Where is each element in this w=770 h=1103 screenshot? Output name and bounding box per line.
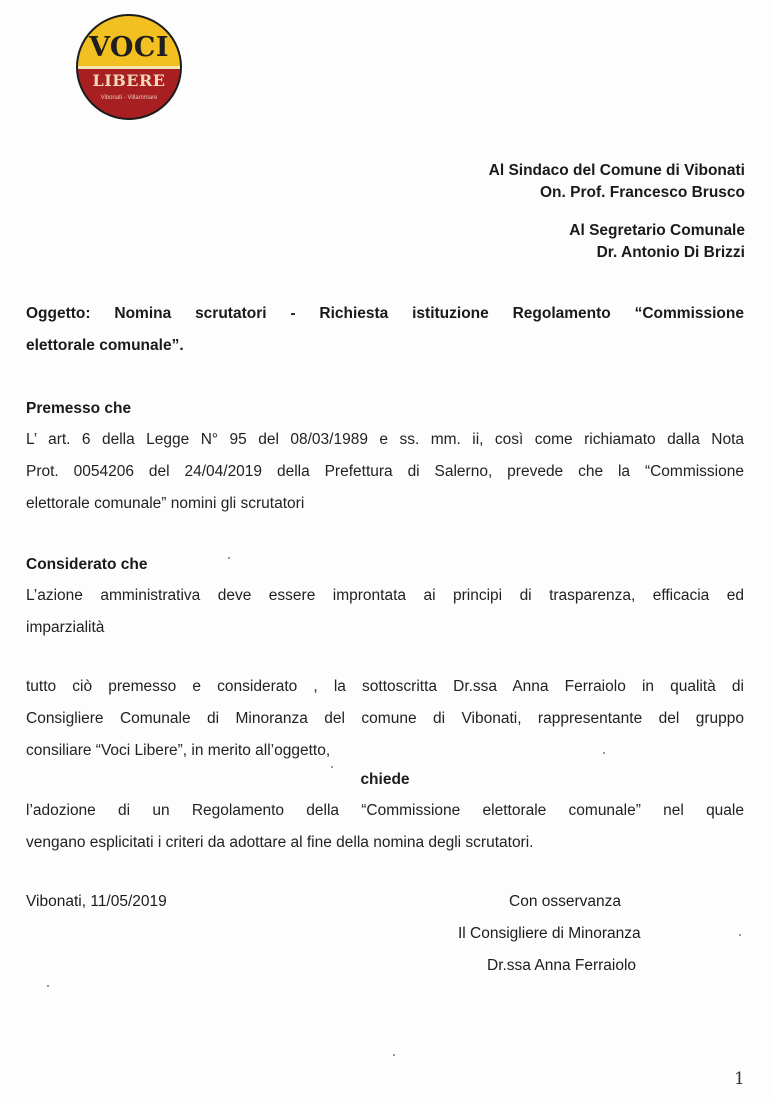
logo-text-libere: LIBERE bbox=[92, 71, 166, 90]
scan-speck bbox=[47, 985, 49, 987]
considerato-heading-text: Considerato che bbox=[26, 556, 148, 573]
logo-badge-shape bbox=[74, 12, 184, 122]
closing-signatory: Dr.ssa Anna Ferraiolo bbox=[487, 957, 637, 974]
paragraph-line: Prot. 0054206 del 24/04/2019 della Prefettura di Salerno, prevede che la “Commissione bbox=[26, 463, 744, 480]
page-number: 1 bbox=[734, 1069, 745, 1089]
recipient-mayor bbox=[489, 160, 745, 204]
scan-speck bbox=[331, 766, 333, 768]
closing-salutation: Con osservanza bbox=[509, 893, 622, 910]
closing-role: Il Consigliere di Minoranza bbox=[458, 925, 641, 942]
logo-text-subtitle: Vibonati - Villammare bbox=[100, 95, 158, 101]
logo-text-voci: VOCI bbox=[88, 32, 170, 63]
scan-speck bbox=[603, 752, 605, 754]
recipient-secretary-title: Al Segretario Comunale bbox=[569, 222, 745, 239]
considerato-heading bbox=[26, 549, 744, 581]
paragraph-line: consiliare “Voci Libere”, in merito all’oggetto, bbox=[26, 742, 331, 759]
subject-paragraph bbox=[26, 298, 744, 362]
subject-line: elettorale comunale”. bbox=[26, 337, 184, 354]
premesso-heading-text: Premesso che bbox=[26, 400, 132, 417]
paragraph-line: Consigliere Comunale di Minoranza del comune di Vibonati, rappresentante del gruppo bbox=[26, 710, 744, 727]
paragraph-line: vengano esplicitati i criteri da adottare al fine della nomina degli scrutatori. bbox=[26, 834, 534, 851]
adozione-paragraph bbox=[26, 795, 744, 859]
scan-speck bbox=[228, 557, 230, 559]
paragraph-line: imparzialità bbox=[26, 619, 105, 636]
recipient-secretary bbox=[569, 220, 745, 264]
scan-speck bbox=[739, 934, 741, 936]
scan-speck bbox=[393, 1054, 395, 1056]
recipient-mayor-name: On. Prof. Francesco Brusco bbox=[540, 184, 745, 201]
paragraph-line: l’adozione di un Regolamento della “Commissione elettorale comunale” nel quale bbox=[26, 802, 744, 819]
paragraph-line: tutto ciò premesso e considerato , la sottoscritta Dr.ssa Anna Ferraiolo in qualità di bbox=[26, 678, 744, 695]
considerato-paragraph bbox=[26, 580, 744, 644]
recipient-secretary-name: Dr. Antonio Di Brizzi bbox=[596, 244, 745, 261]
paragraph-line: elettorale comunale” nomini gli scrutatori bbox=[26, 495, 305, 512]
chiede-heading: chiede bbox=[360, 771, 410, 788]
paragraph-line: L’ art. 6 della Legge N° 95 del 08/03/1989 e ss. mm. ii, così come richiamato dalla Nota bbox=[26, 431, 744, 448]
subject-line: Oggetto: Nomina scrutatori - Richiesta istituzione Regolamento “Commissione bbox=[26, 305, 744, 322]
paragraph-line: L’azione amministrativa deve essere improntata ai principi di trasparenza, efficacia ed bbox=[26, 587, 744, 604]
place-date: Vibonati, 11/05/2019 bbox=[26, 893, 167, 910]
voci-libere-logo bbox=[74, 12, 184, 122]
premesso-paragraph bbox=[26, 424, 744, 520]
recipient-mayor-title: Al Sindaco del Comune di Vibonati bbox=[488, 162, 745, 179]
premesso-heading bbox=[26, 393, 744, 425]
request-paragraph bbox=[26, 671, 744, 767]
